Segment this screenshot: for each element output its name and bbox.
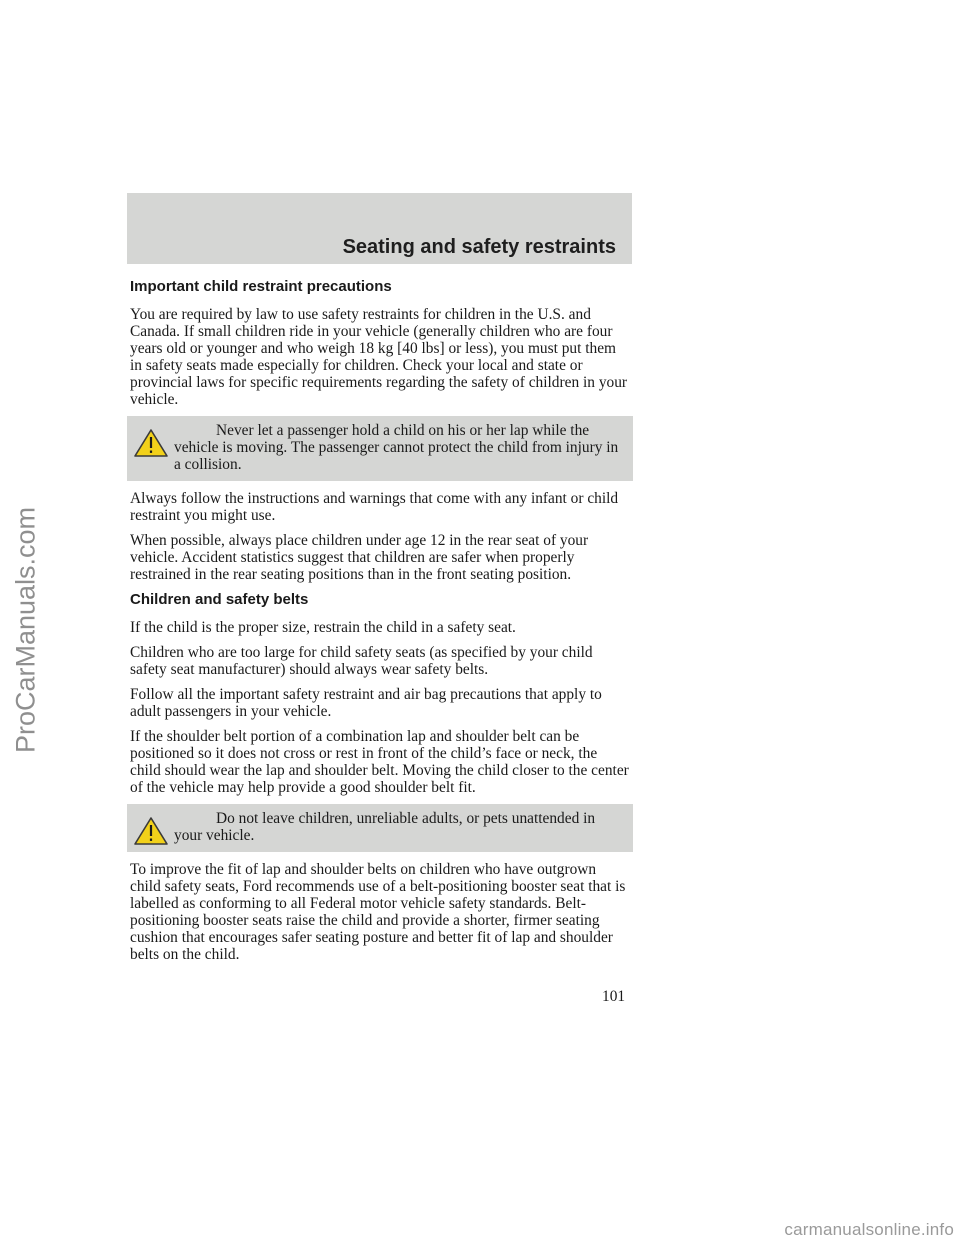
paragraph-follow-instructions: Always follow the instructions and warnings that come with any infant or child restraint you might use. (130, 490, 619, 524)
paragraph-too-large: Children who are too large for child safety seats (as specified by your child safety seat manufacturer) should always wear safety belts. (130, 644, 593, 678)
watermark (4, 480, 48, 780)
warning-triangle-icon (132, 816, 174, 846)
paragraph-shoulder-belt: If the shoulder belt portion of a combination lap and shoulder belt can be positioned so it does not cross or rest in front of the child’s face or neck, the child should wear the lap and shoulder belt. Moving the child closer to the center of the vehicle may help provide a good shoulder belt fit. (130, 728, 629, 796)
paragraph-rear-seat: When possible, always place children under age 12 in the rear seat of your vehicle. Accident statistics suggest that children are safer when properly restrained in the rear seating positions than in the front seating position. (130, 532, 589, 583)
page-number: 101 (602, 988, 626, 1005)
heading-children-safety-belts: Children and safety belts (130, 591, 309, 608)
paragraph-adult-precautions: Follow all the important safety restraint and air bag precautions that apply to adult passengers in your vehicle. (130, 686, 602, 720)
warning-text-lap: Never let a passenger hold a child on his or her lap while the vehicle is moving. The passenger cannot protect the child from injury in a collision. (174, 422, 619, 473)
warning-triangle-icon (132, 428, 174, 458)
watermark-text: ProCarManuals.com (10, 506, 41, 754)
paragraph-legal-requirement: You are required by law to use safety restraints for children in the U.S. and Canada. If small children ride in your vehicle (generally children who are four years old or younger and who weigh 18 kg [40 lbs] or less), you must put them in safety seats made especially for children. Check your local and state or provincial laws for specific requirements regarding the safety of children in your vehicle. (130, 306, 628, 408)
section-header-band (127, 193, 632, 264)
paragraph-booster-seat: To improve the fit of lap and shoulder belts on children who have outgrown child safety seats, Ford recommends use of a belt-positioning booster seat that is labelled as conforming to all Federal motor vehicle safety standards. Belt-positioning booster seats raise the child and provide a shorter, firmer seating cushion that encourages safer seating posture and better fit of lap and shoulder belts on the child. (130, 861, 626, 963)
page-content (130, 278, 630, 971)
warning-box-lap (127, 416, 633, 481)
warning-text-unattended: Do not leave children, unreliable adults, or pets unattended in your vehicle. (174, 810, 596, 844)
footer-url: carmanualsonline.info (784, 1220, 954, 1239)
heading-child-restraint-precautions: Important child restraint precautions (130, 278, 392, 295)
paragraph-proper-size: If the child is the proper size, restrain the child in a safety seat. (130, 619, 516, 636)
warning-box-unattended (127, 804, 633, 852)
section-title: Seating and safety restraints (342, 236, 616, 258)
